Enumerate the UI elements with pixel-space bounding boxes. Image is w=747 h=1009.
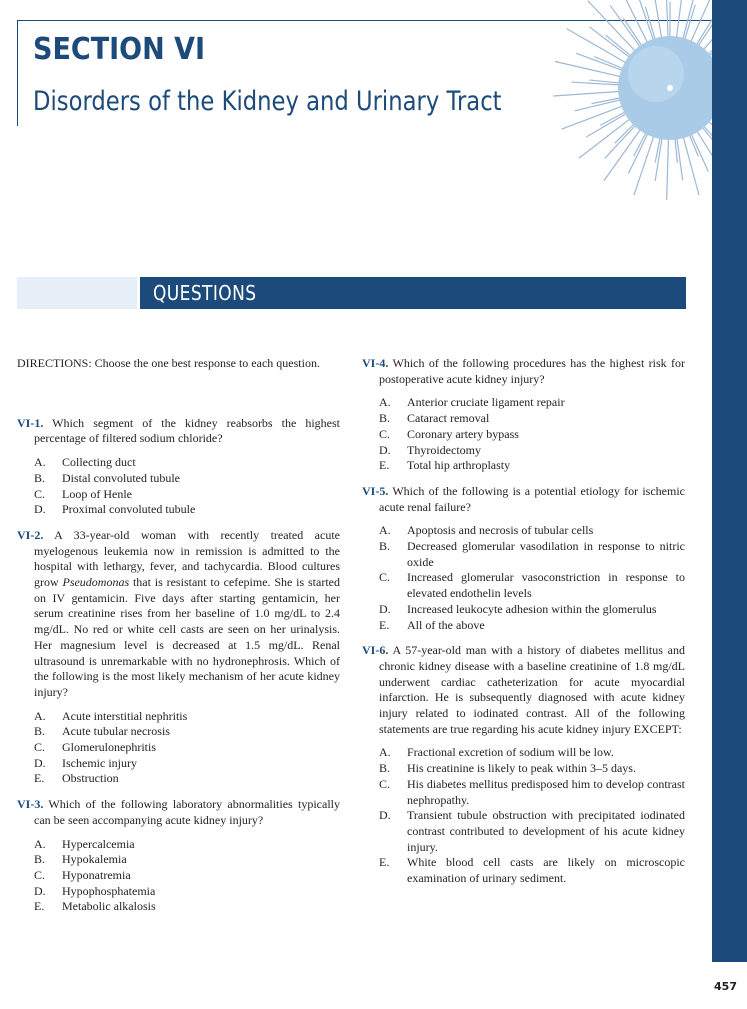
question-stem (362, 643, 685, 737)
question-vi-3 (17, 797, 340, 915)
option-c: C. Loop of Henle (34, 486, 132, 501)
splash-ray (636, 0, 654, 43)
question-number: VI-3. (17, 797, 44, 812)
options-list (362, 745, 685, 886)
splash-ray (594, 57, 625, 70)
splash-ray (606, 35, 633, 57)
splash-ray (690, 132, 708, 172)
splash-ray (666, 0, 668, 40)
left-column (17, 356, 340, 925)
option-b: B. Acute tubular necrosis (34, 724, 170, 739)
splash-ray (706, 17, 712, 56)
questions-band-label: QUESTIONS (153, 281, 257, 305)
option-d: D. Ischemic injury (34, 755, 137, 770)
splash-ray (645, 7, 656, 42)
splash-ray (623, 18, 643, 48)
splash-ray (553, 91, 622, 96)
question-text: Which of the following procedures has the highest risk for postoperative acute kidney injury? (379, 356, 685, 386)
option-c: C. Increased glomerular vasoconstriction in response to elevated endothelin levels (379, 570, 685, 601)
section-title: Disorders of the Kidney and Urinary Tract (33, 86, 502, 117)
option-a: A. Anterior cruciate ligament repair (379, 395, 565, 410)
question-stem (362, 356, 685, 387)
question-stem (17, 528, 340, 701)
option-b: B. Hypokalemia (34, 852, 127, 867)
question-text: A 33-year-old woman with recently treated acute myelogenous leukemia now in remission is admitted to the hospital with lethargy, fever, and tachycardia. Blood cultures grow (34, 527, 340, 590)
option-c: C. Hyponatremia (34, 867, 131, 882)
question-vi-6 (362, 643, 685, 887)
header-left-rule (17, 20, 18, 126)
question-text: A 57-year-old man with a history of diabetes mellitus and chronic kidney disease with a baseline creatinine of 1.8 mg/dL underwent cardiac catheterization for acute myocardial infarction. He is subsequently diagnosed with acute kidney injury related to iodinated contrast. All of the following statements are true regarding his acute kidney injury EXCEPT: (379, 643, 685, 736)
splash-ray (634, 130, 648, 156)
splash-ray (695, 0, 712, 47)
question-vi-1 (17, 416, 340, 518)
question-text-cont: that is resistant to cefepime. She is started on IV gentamicin. Five days after starting gentamicin, her serum creatinine rises from her baseline of 1.0 mg/dL to 2.4 mg/dL. No red or white cell casts are seen on her urinalysis. Her magnesium level is decreased at 1.5 mg/dL. Renal ultrasound is unremarkable with no hydronephrosis. Which of the following is the most likely mechanism of her acute kidney injury? (34, 575, 340, 699)
question-vi-2 (17, 528, 340, 787)
question-stem (17, 416, 340, 447)
option-c: C. Coronary artery bypass (379, 426, 519, 441)
splash-ray (634, 133, 655, 195)
question-number: VI-1. (17, 415, 44, 430)
organism-name: Pseudomonas (62, 575, 130, 590)
options-list (362, 523, 685, 633)
question-number: VI-2. (17, 527, 44, 542)
option-e: E. All of the above (379, 617, 485, 632)
options-list (17, 455, 340, 518)
questions-band-tab (17, 277, 137, 309)
option-d: D. Hypophosphatemia (34, 883, 156, 898)
option-b: B. Cataract removal (379, 411, 490, 426)
option-e: E. Total hip arthroplasty (379, 458, 511, 473)
option-d: D. Increased leukocyte adhesion within the glomerulus (379, 601, 657, 616)
option-a: A. Fractional excretion of sodium will be low. (379, 745, 614, 760)
question-vi-5 (362, 484, 685, 633)
options-list (362, 395, 685, 474)
side-bar (712, 0, 747, 962)
question-text: Which segment of the kidney reabsorbs the highest percentage of filtered sodium chloride? (34, 415, 340, 446)
question-stem (362, 484, 685, 515)
option-e: E. Obstruction (34, 771, 119, 786)
option-b: B. Distal convoluted tubule (34, 470, 180, 485)
option-a: A. Apoptosis and necrosis of tubular cells (379, 523, 594, 538)
option-e: E. White blood cell casts are likely on microscopic examination of urinary sediment. (379, 855, 685, 886)
questions-band (140, 277, 686, 309)
option-a: A. Collecting duct (34, 455, 136, 470)
splash-ray (683, 134, 699, 195)
option-a: A. Acute interstitial nephritis (34, 708, 188, 723)
question-number: VI-4. (362, 356, 389, 370)
question-text: Which of the following is a potential etiology for ischemic acute renal failure? (379, 483, 685, 514)
option-d: D. Proximal convoluted tubule (34, 502, 196, 517)
question-text: Which of the following laboratory abnormalities typically can be seen accompanying acute kidney injury? (34, 797, 340, 827)
options-list (17, 837, 340, 916)
question-stem (17, 797, 340, 828)
question-vi-4 (362, 356, 685, 474)
splash-ray (667, 136, 669, 200)
page-number: 457 (714, 980, 737, 993)
option-e: E. Metabolic alkalosis (34, 899, 156, 914)
question-number: VI-6. (362, 643, 389, 658)
splash-ray (616, 0, 648, 45)
section-label: SECTION VI (33, 32, 206, 67)
option-d: D. Transient tubule obstruction with precipitated iodinated contrast contributed to development of his acute kidney injury. (379, 808, 685, 854)
option-d: D. Thyroidectomy (379, 442, 481, 457)
directions: DIRECTIONS: Choose the one best response to each question. (17, 356, 320, 370)
option-b: B. His creatinine is likely to peak within 3–5 days. (379, 761, 636, 776)
option-b: B. Decreased glomerular vasodilation in response to nitric oxide (379, 539, 685, 569)
splash-ray (628, 131, 649, 173)
right-column (362, 356, 685, 897)
option-c: C. Glomerulonephritis (34, 740, 156, 755)
splash-graphic (520, 0, 712, 240)
splash-ray (589, 80, 622, 83)
option-c: C. His diabetes mellitus predisposed him to develop contrast nephropathy. (379, 776, 685, 807)
question-number: VI-5. (362, 483, 389, 498)
option-a: A. Hypercalcemia (34, 836, 135, 851)
options-list (17, 709, 340, 788)
